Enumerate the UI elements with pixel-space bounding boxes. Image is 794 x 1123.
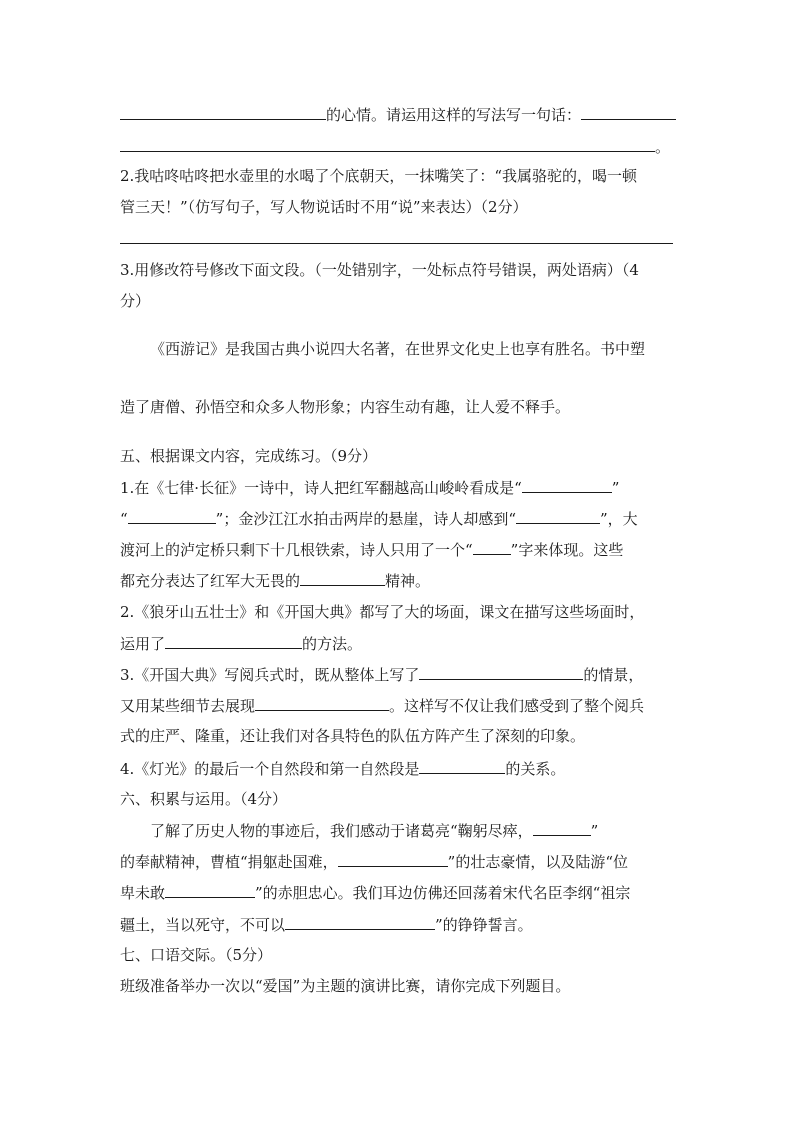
- question-text: 。这样写不仅让我们感受到了整个阅兵: [389, 697, 645, 715]
- s5-q2-line-2: [120, 633, 680, 654]
- answer-blank[interactable]: [516, 508, 600, 524]
- s5-q3-line-3: 式的庄严、隆重，还让我们对各具特色的队伍方阵产生了深刻的印象。: [120, 727, 586, 745]
- answer-blank[interactable]: [419, 664, 583, 680]
- quote-mark: “: [120, 510, 128, 528]
- s5-q1-line-1: [120, 477, 680, 498]
- question-text: ”的壮志豪情，以及陆游“位: [447, 853, 629, 871]
- s6-line-4: [120, 914, 680, 935]
- question-text: ”的铮铮誓言。: [435, 916, 533, 934]
- question-text: 1.在《七律·长征》一诗中，诗人把红军翻越高山峻岭看成是“: [120, 479, 522, 497]
- question-text: 的心情。请运用这样的写法写一句话：: [326, 106, 582, 124]
- question-text: 渡河上的泸定桥只剩下十几根铁索，诗人只用了一个“: [120, 541, 473, 559]
- question-text: ”，大: [600, 510, 638, 528]
- s5-q1-line-3: [120, 539, 680, 560]
- question-text: 了解了历史人物的事迹后，我们感动于诸葛亮“鞠躬尽瘁，: [150, 822, 533, 840]
- question-text: 卑未敢: [120, 884, 166, 902]
- question-text: 精神。: [385, 572, 431, 590]
- s5-q4-line: [120, 758, 680, 779]
- answer-blank[interactable]: [120, 104, 326, 120]
- answer-blank[interactable]: [473, 539, 511, 555]
- answer-line: [120, 136, 680, 157]
- section-5-heading: 五、根据课文内容，完成练习。（9分）: [120, 447, 378, 465]
- question-text: 疆土，当以死守，不可以: [120, 916, 286, 934]
- answer-blank[interactable]: [255, 695, 389, 711]
- question-text: 4.《灯光》的最后一个自然段和第一自然段是: [120, 760, 420, 778]
- answer-blank[interactable]: [120, 136, 655, 152]
- answer-line[interactable]: [120, 243, 673, 244]
- answer-blank[interactable]: [165, 882, 255, 898]
- question-3-line-1: 3.用修改符号修改下面文段。（一处错别字，一处标点符号错误，两处语病）（4: [120, 261, 639, 279]
- s5-q3-line-2: [120, 695, 680, 716]
- question-text: ”的赤胆忠心。我们耳边仿佛还回荡着宋代名臣李纲“祖宗: [255, 884, 631, 902]
- quote-mark: ”: [611, 479, 620, 497]
- question-text: 都充分表达了红军大无畏的: [120, 572, 301, 590]
- quote-mark: ”: [590, 822, 599, 840]
- answer-blank[interactable]: [533, 820, 591, 836]
- question-text: 的关系。: [505, 760, 566, 778]
- question-3-line-2: 分）: [120, 292, 151, 310]
- answer-line: [120, 104, 680, 125]
- section-6-heading: 六、积累与运用。（4分）: [120, 790, 288, 808]
- question-text: 的方法。: [302, 635, 363, 653]
- section-7-text: 班级准备举办一次以“爱国”为主题的演讲比赛，请你完成下列题目。: [120, 977, 571, 995]
- s5-q1-line-2: [120, 508, 680, 529]
- question-text: ”字来体现。这些: [510, 541, 624, 559]
- s6-line-3: [120, 882, 680, 903]
- question-2-line-2: 管三天！”（仿写句子，写人物说话时不用“说”来表达）（2分）: [120, 198, 528, 216]
- section-7-heading: 七、口语交际。（5分）: [120, 946, 273, 964]
- answer-blank[interactable]: [338, 851, 448, 867]
- question-text: 又用某些细节去展现: [120, 697, 256, 715]
- s5-q3-line-1: [120, 664, 680, 685]
- question-text: 的奉献精神，曹植“捐躯赴国难，: [120, 853, 338, 871]
- question-text: ”；金沙江江水拍击两岸的悬崖，诗人却感到“: [215, 510, 517, 528]
- question-2-line-1: 2.我咕咚咕咚把水壶里的水喝了个底朝天，一抹嘴笑了：“我属骆驼的，喝一顿: [120, 167, 637, 185]
- answer-blank[interactable]: [581, 104, 676, 120]
- s5-q1-line-4: [120, 570, 680, 591]
- passage-line-1: 《西游记》是我国古典小说四大名著，在世界文化史上也享有胜名。书中塑: [150, 340, 646, 358]
- answer-blank[interactable]: [165, 633, 302, 649]
- answer-blank[interactable]: [522, 477, 612, 493]
- question-text: 运用了: [120, 635, 166, 653]
- s6-line-1: [150, 820, 680, 841]
- s6-line-2: [120, 851, 680, 872]
- question-text: 3.《开国大典》写阅兵式时，既从整体上写了: [120, 666, 420, 684]
- answer-blank[interactable]: [300, 570, 385, 586]
- answer-blank[interactable]: [419, 758, 505, 774]
- answer-blank[interactable]: [285, 914, 435, 930]
- answer-blank[interactable]: [128, 508, 216, 524]
- period-mark: 。: [655, 138, 671, 156]
- question-text: 的情景，: [583, 666, 644, 684]
- passage-line-2: 造了唐僧、孙悟空和众多人物形象；内容生动有趣，让人爱不释手。: [120, 398, 571, 416]
- s5-q2-line-1: 2.《狼牙山五壮士》和《开国大典》都写了大的场面，课文在描写这些场面时，: [120, 603, 645, 621]
